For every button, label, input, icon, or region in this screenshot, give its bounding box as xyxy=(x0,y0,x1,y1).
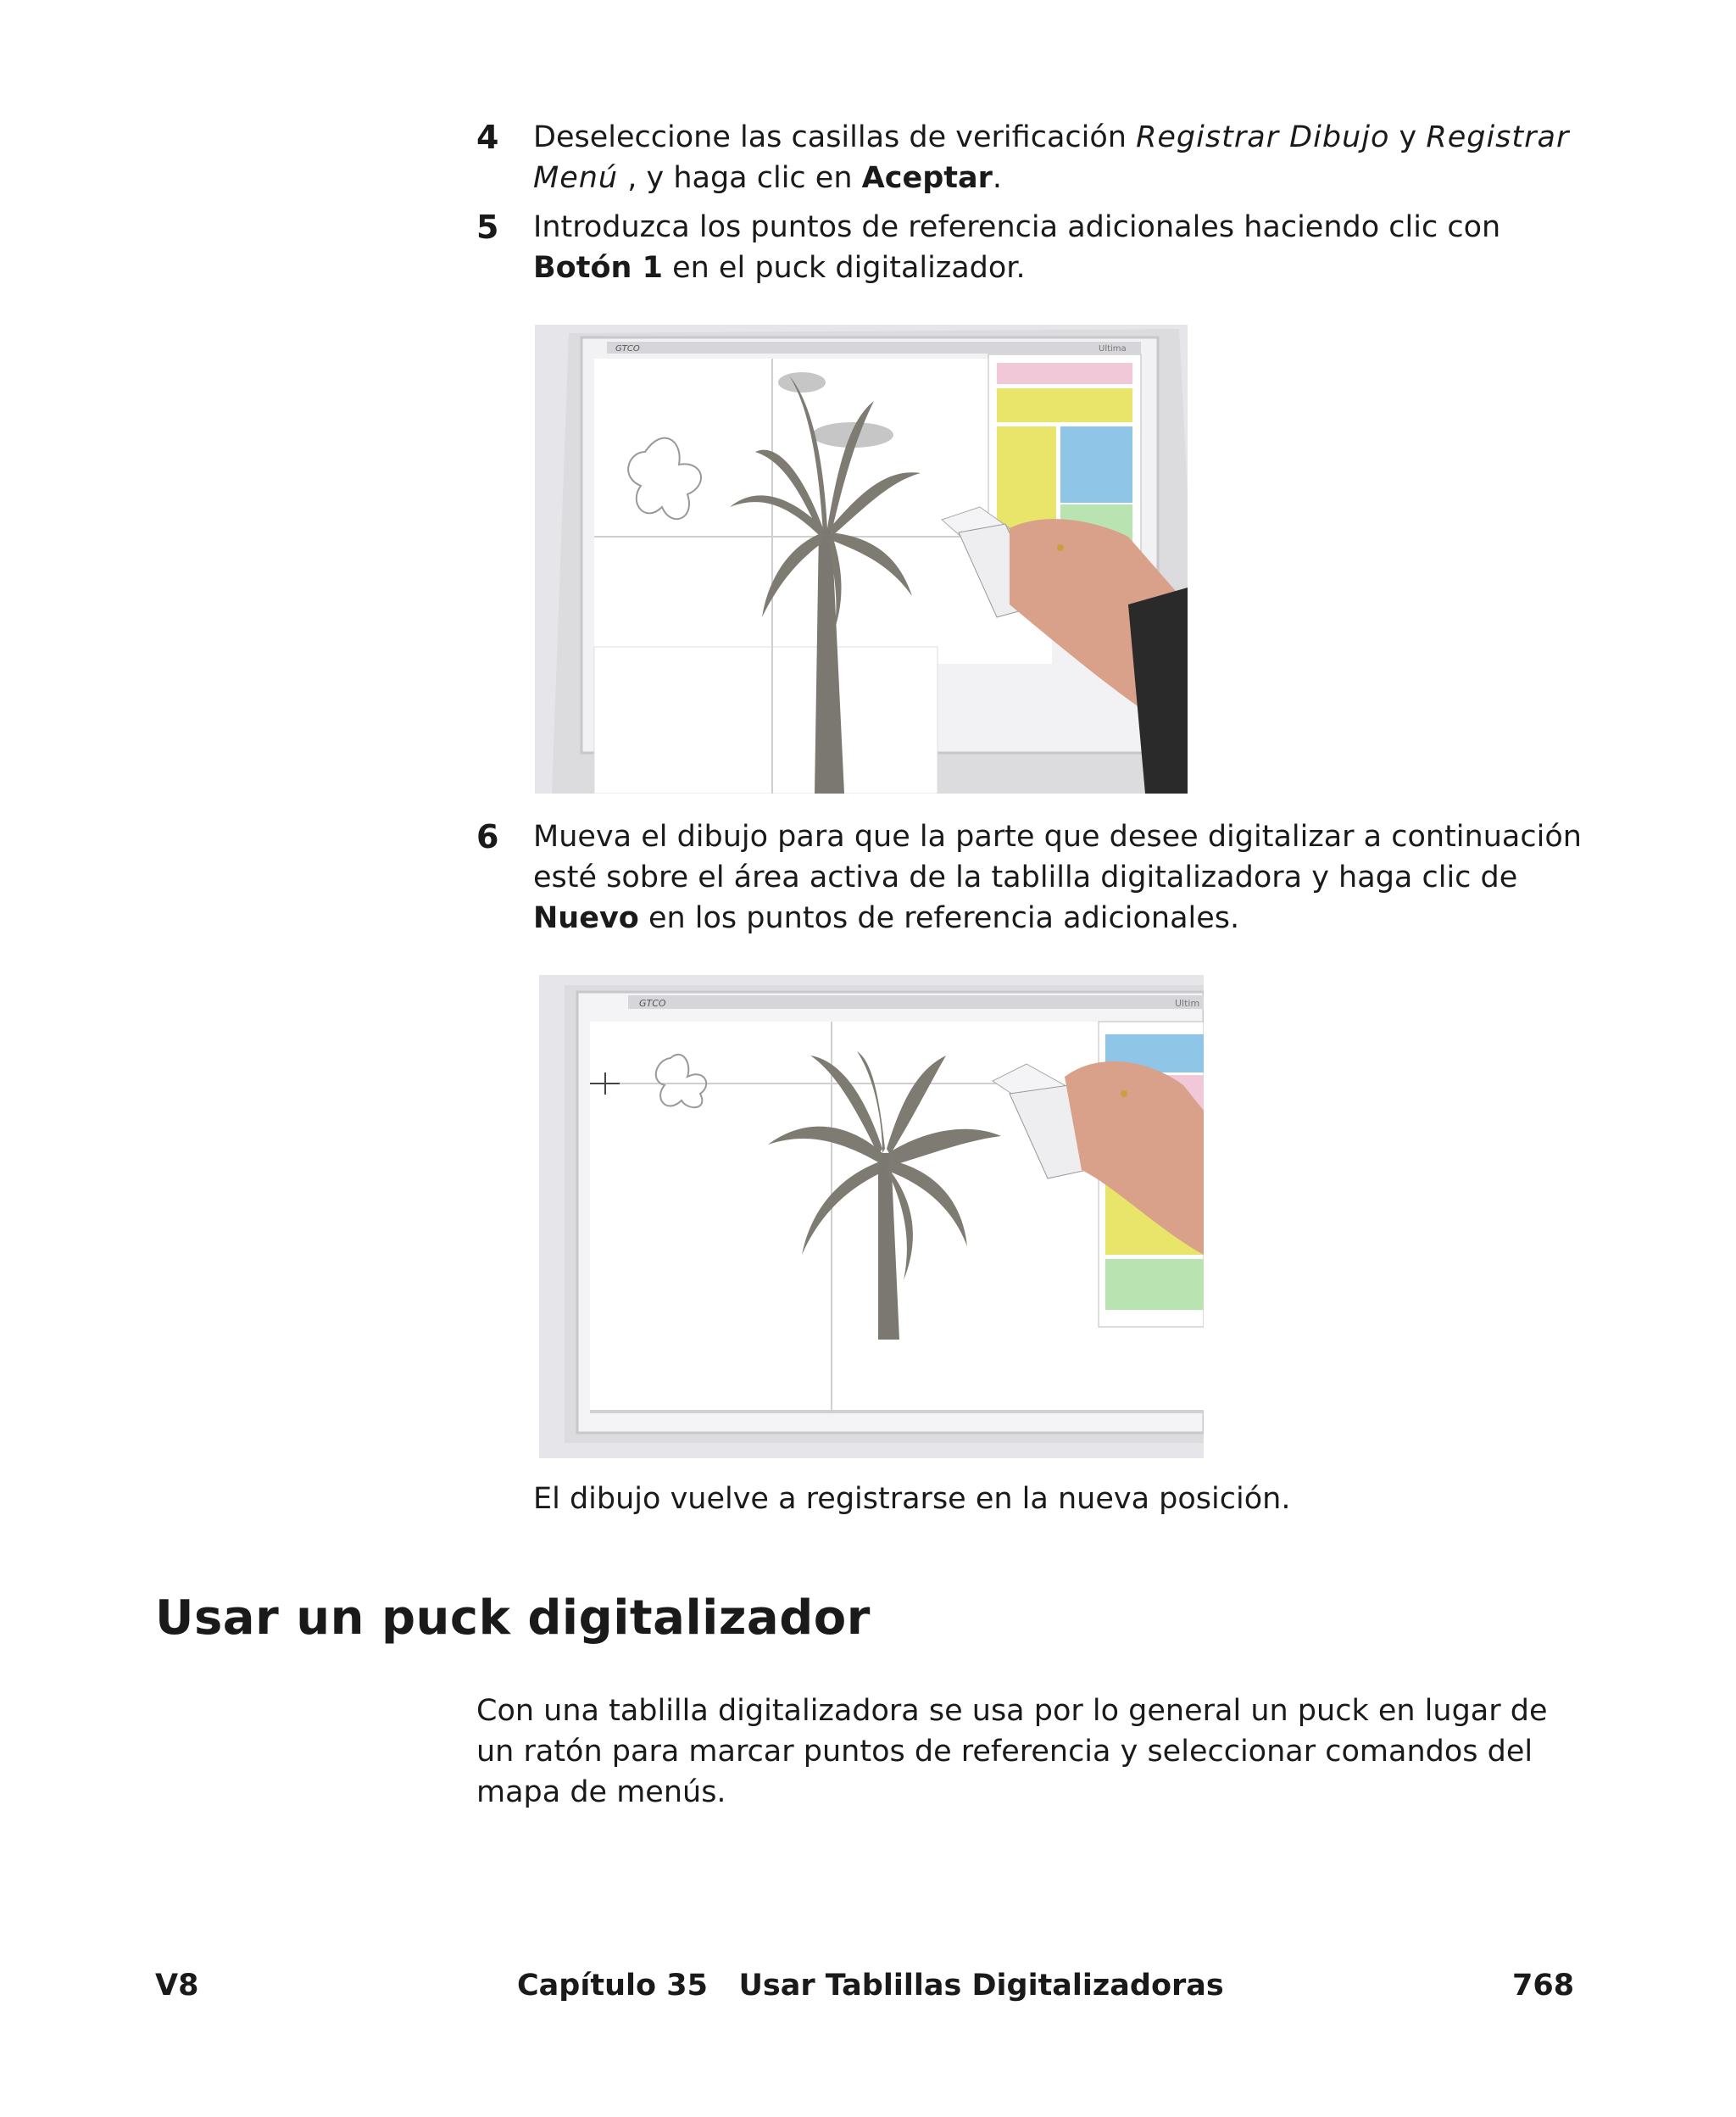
footer-left: V8 xyxy=(155,1969,199,2003)
tablet-brand: GTCO xyxy=(639,998,666,1009)
photo-digitizer-tablet-2 xyxy=(539,975,1204,1458)
button-name: Nuevo xyxy=(533,901,639,935)
step-text-part: Mueva el dibujo para que la parte que desee digitalizar a continuación esté sobre el área activa de la tablilla digitalizadora y haga clic de xyxy=(533,820,1582,894)
button-name: Aceptar xyxy=(861,161,993,195)
photo-illustration xyxy=(535,325,1188,794)
step-text-part: Introduzca los puntos de referencia adicionales haciendo clic con xyxy=(533,210,1501,244)
step-text xyxy=(533,816,1584,939)
step-number: 4 xyxy=(476,119,499,156)
step-text-part: , y haga clic en xyxy=(618,161,862,195)
step-text-part: y xyxy=(1389,120,1427,154)
step-text-part: . xyxy=(992,161,1003,195)
tablet-brand: GTCO xyxy=(615,344,640,354)
step-text-part: Deseleccione las casillas de verificación xyxy=(533,120,1137,154)
step-text-part: en los puntos de referencia adicionales. xyxy=(638,901,1240,935)
footer-page-number: 768 xyxy=(1512,1969,1575,2003)
footer-center: Capítulo 35 Usar Tablillas Digitalizadoras xyxy=(517,1969,1224,2003)
step-number: 5 xyxy=(476,209,499,246)
step-text-part: en el puck digitalizador. xyxy=(662,251,1026,285)
tablet-model: Ultim xyxy=(1175,998,1200,1009)
photo-illustration xyxy=(539,975,1204,1458)
tablet-model: Ultima xyxy=(1099,344,1127,354)
option-name: Registrar Menú xyxy=(533,120,1570,195)
section-paragraph: Con una tablilla digitalizadora se usa por lo general un puck en lugar de un ratón para marcar puntos de referencia y seleccionar comandos del mapa de menús. xyxy=(476,1694,1548,1809)
step-text xyxy=(533,117,1584,198)
step-text xyxy=(533,207,1584,288)
section-title: Usar un puck digitalizador xyxy=(155,1591,871,1646)
photo-digitizer-tablet-1 xyxy=(535,325,1188,794)
option-name: Registrar Dibujo xyxy=(1136,120,1390,154)
caption: El dibujo vuelve a registrarse en la nueva posición. xyxy=(533,1482,1291,1516)
button-name: Botón 1 xyxy=(533,251,663,285)
step-number: 6 xyxy=(476,818,499,855)
